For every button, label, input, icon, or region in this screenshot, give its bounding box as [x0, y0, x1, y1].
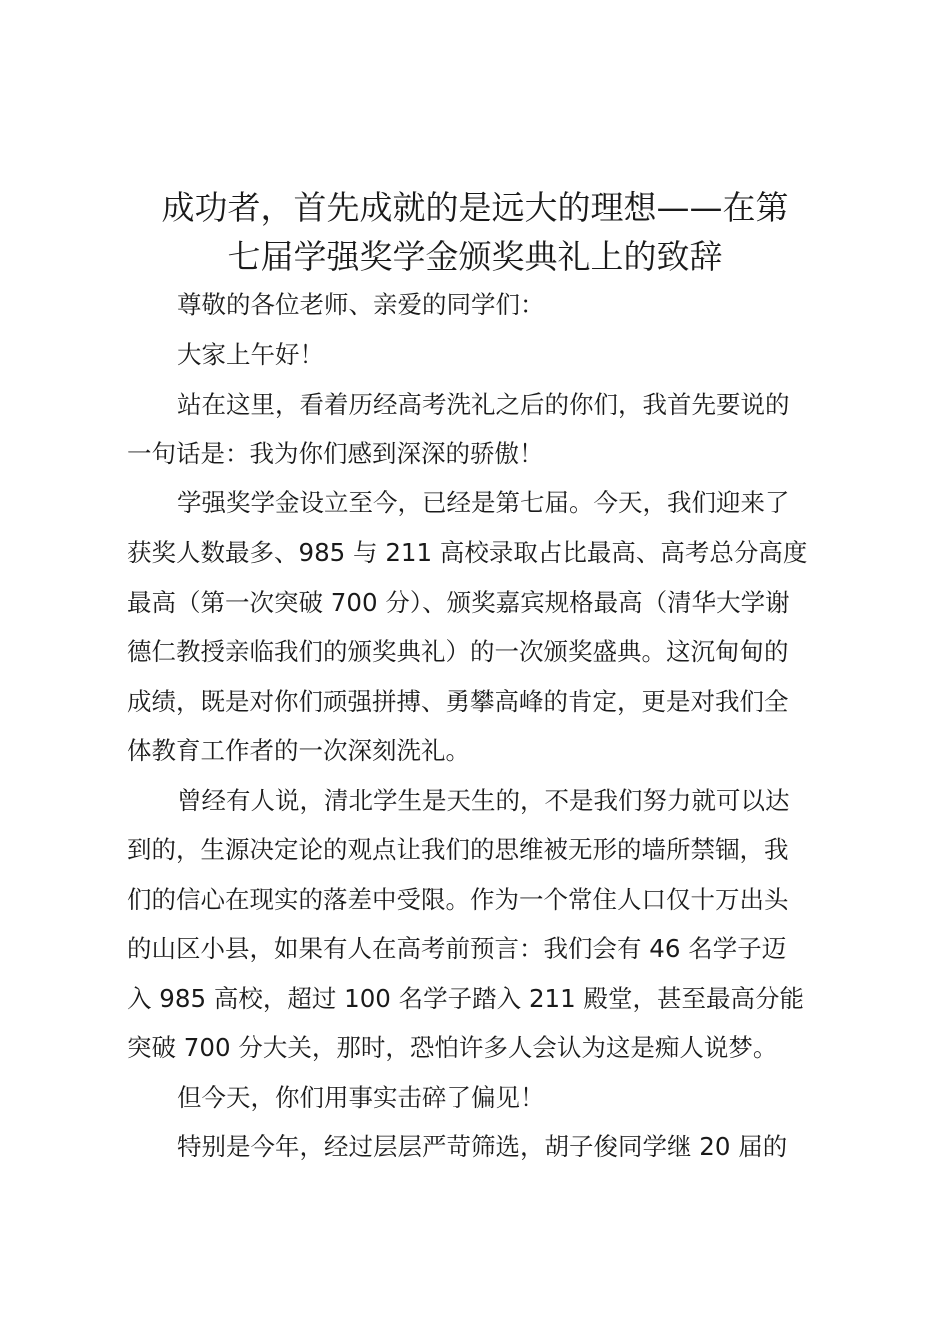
paragraph-2-line-5: 成绩，既是对你们顽强拼搏、勇攀高峰的肯定，更是对我们全 — [127, 687, 789, 716]
paragraph-3-line-4: 的山区小县，如果有人在高考前预言：我们会有 46 名学子迈 — [127, 934, 787, 963]
paragraph-3-line-1: 曾经有人说，清北学生是天生的，不是我们努力就可以达 — [177, 786, 790, 815]
paragraph-1-line-2: 一句话是：我为你们感到深深的骄傲！ — [127, 439, 544, 468]
document-title-line-1: 成功者，首先成就的是远大的理想——在第 — [161, 188, 789, 227]
paragraph-3-line-2: 到的，生源决定论的观点让我们的思维被无形的墙所禁锢，我 — [127, 835, 789, 864]
paragraph-2-line-2: 获奖人数最多、985 与 211 高校录取占比最高、高考总分高度 — [127, 538, 808, 567]
paragraph-2-line-1: 学强奖学金设立至今，已经是第七届。今天，我们迎来了 — [177, 488, 790, 517]
paragraph-3-line-6: 突破 700 分大关，那时，恐怕许多人会认为这是痴人说梦。 — [127, 1033, 778, 1062]
paragraph-2-line-4: 德仁教授亲临我们的颁奖典礼）的一次颁奖盛典。这沉甸甸的 — [127, 637, 789, 666]
paragraph-3-line-5: 入 985 高校，超过 100 名学子踏入 211 殿堂，甚至最高分能 — [127, 984, 805, 1013]
greeting: 大家上午好！ — [177, 340, 324, 369]
paragraph-4-line-1: 但今天，你们用事实击碎了偏见！ — [177, 1083, 545, 1112]
document-title-line-2: 七届学强奖学金颁奖典礼上的致辞 — [227, 237, 723, 276]
paragraph-2-line-6: 体教育工作者的一次深刻洗礼。 — [127, 736, 470, 765]
paragraph-3-line-3: 们的信心在现实的落差中受限。作为一个常住人口仅十万出头 — [127, 885, 789, 914]
salutation: 尊敬的各位老师、亲爱的同学们： — [177, 290, 545, 319]
paragraph-5-line-1: 特别是今年，经过层层严苛筛选，胡子俊同学继 20 届的 — [177, 1132, 788, 1161]
paragraph-2-line-3: 最高（第一次突破 700 分）、颁奖嘉宾规格最高（清华大学谢 — [127, 588, 790, 617]
paragraph-1-line-1: 站在这里，看着历经高考洗礼之后的你们，我首先要说的 — [177, 390, 790, 419]
